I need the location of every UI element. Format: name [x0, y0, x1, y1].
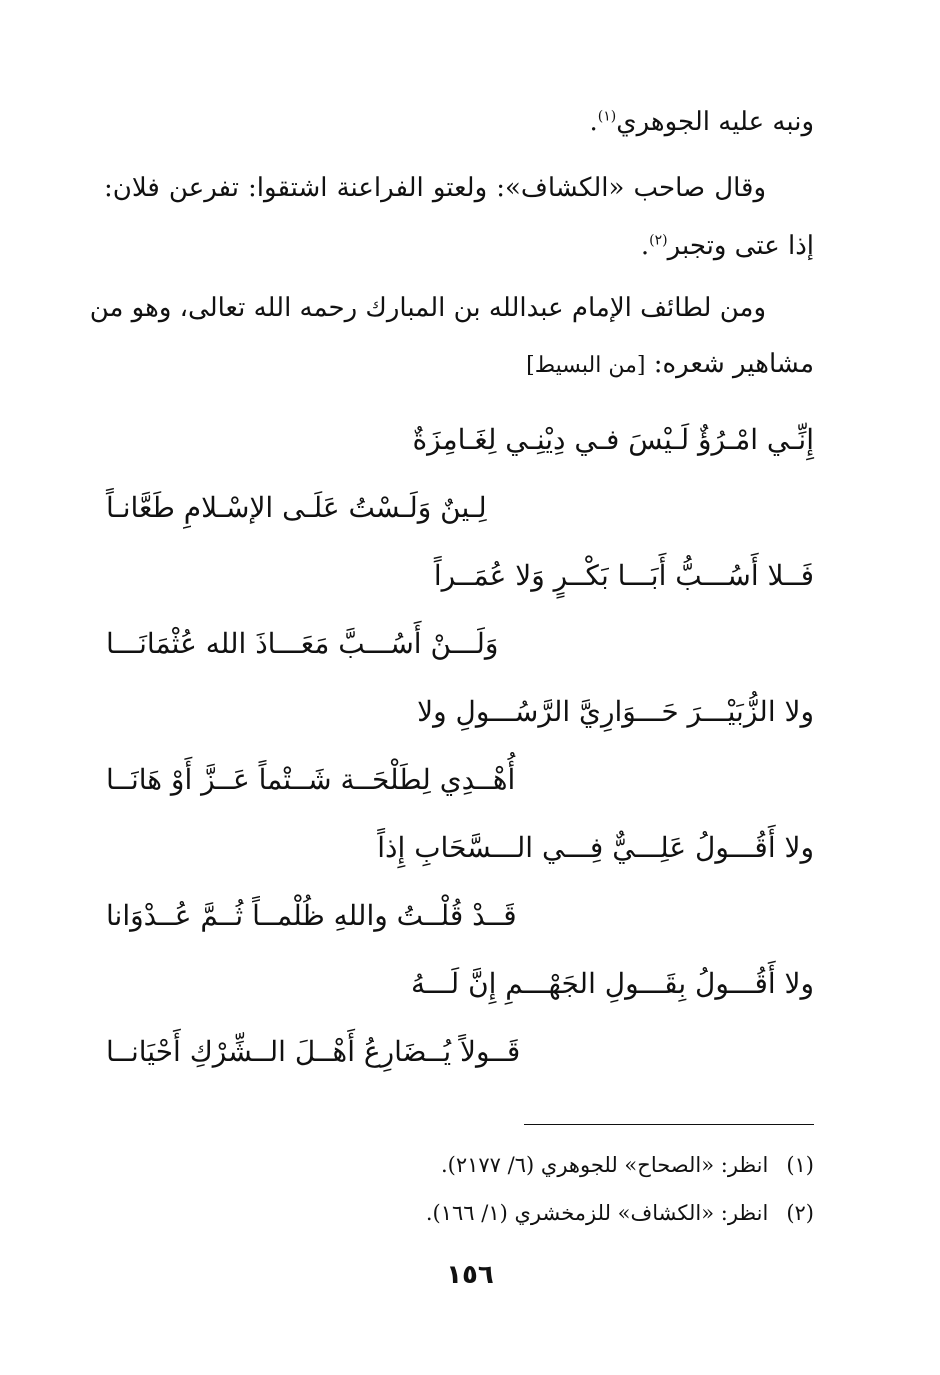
footnote-text: انظر: «الصحاح» للجوهري (٦/ ٢١٧٧).: [440, 1153, 769, 1177]
footnote-1: [104, 1150, 814, 1180]
verse-2-first-hemistich: فَــلا أَسُـــبُّ أَبَـــا بَكْــرٍ وَلا عُمَــراً: [433, 559, 814, 592]
paragraph-text: مشاهير شعره:: [653, 349, 814, 379]
paragraph-line-3: [104, 226, 814, 266]
period: .: [640, 231, 650, 261]
footnote-text: انظر: «الكشاف» للزمخشري (١/ ١٦٦).: [425, 1201, 769, 1225]
paragraph-line-1: [104, 102, 814, 142]
verse-4-second-hemistich: قَــدْ قُلْــتُ واللهِ ظُلْمــاً ثُــمَّ عُــدْوَانا: [106, 899, 517, 932]
footnote-ref-2: (٢): [649, 232, 668, 249]
page-number: ١٥٦: [446, 1260, 494, 1290]
paragraph-line-5: [104, 344, 814, 386]
period: .: [589, 107, 598, 137]
verse-5-first-hemistich: ولا أَقُـــولُ بِقَـــولِ الجَهْـــمِ إِنَّ لَـــهُ: [411, 967, 814, 1000]
paragraph-text: إذا عتى وتجبر: [667, 231, 814, 261]
poem-meter: [من البسيط]: [526, 353, 646, 378]
footnote-separator: [524, 1124, 814, 1125]
footnote-2: [104, 1198, 814, 1228]
verse-3-second-hemistich: أُهْــدِي لِطَلْحَــة شَــتْماً عَــزَّ أَوْ هَانَــا: [106, 763, 516, 796]
footnote-ref-1: (١): [597, 108, 617, 125]
verse-4-first-hemistich: ولا أَقُـــولُ عَلِـــيٌّ فِـــي الـــسَّحَابِ إِذاً: [377, 831, 814, 864]
footnote-number: (٢): [786, 1201, 814, 1225]
paragraph-text: ونبه عليه الجوهري: [616, 107, 814, 137]
paragraph-line-4: ومن لطائف الإمام عبدالله بن المبارك رحمه الله تعالى، وهو من: [89, 293, 766, 323]
footnote-number: (١): [786, 1153, 814, 1177]
verse-3-first-hemistich: ولا الزُّبَيْـــرَ حَـــوَارِيَّ الرَّسُـــولِ ولا: [417, 695, 814, 728]
verse-1-second-hemistich: لِـينٌ وَلَـسْتُ عَلَـى الإسْـلامِ طَعَّانـاً: [106, 491, 487, 524]
verse-2-second-hemistich: وَلَـــنْ أَسُـــبَّ مَعَـــاذَ الله عُثْمَانَـــا: [106, 627, 499, 660]
verse-1-first-hemistich: إِنِّـي امْـرُؤٌ لَـيْسَ فـي دِيْنِـي لِغَـامِزَةٌ: [412, 423, 814, 456]
paragraph-line-2: وقال صاحب «الكشاف»: ولعتو الفراعنة اشتقوا: تفرعن فلان:: [104, 173, 766, 203]
verse-5-second-hemistich: قَــولاً يُــضَارِعُ أَهْــلَ الــشِّرْكِ أَحْيَانــا: [106, 1035, 521, 1068]
